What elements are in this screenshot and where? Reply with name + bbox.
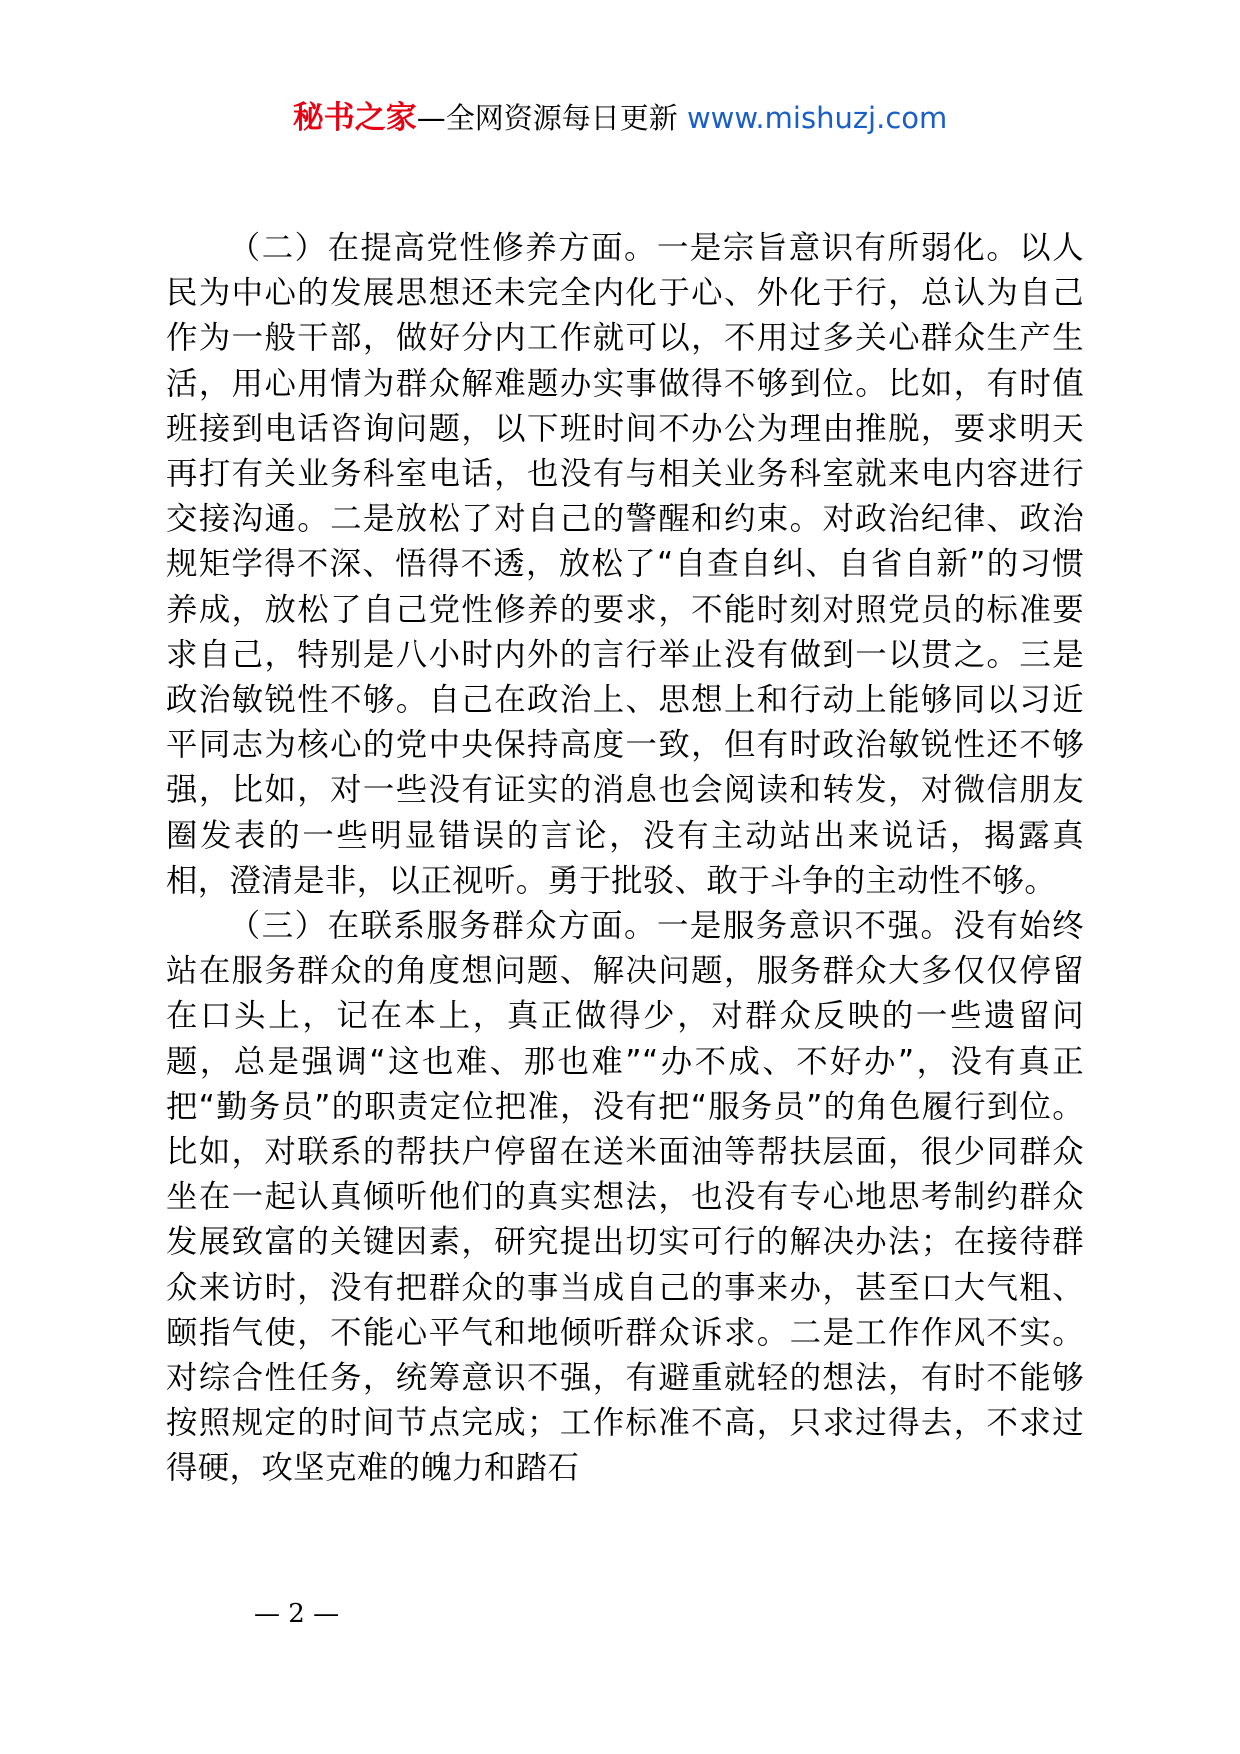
site-header: [0, 98, 1240, 138]
document-body: [166, 226, 1084, 1492]
brand-name: 秘书之家: [292, 100, 417, 136]
page-number: — 2 —: [254, 1599, 340, 1629]
header-slogan: —全网资源每日更新: [416, 101, 687, 135]
paragraph-party-cultivation: （二）在提高党性修养方面。一是宗旨意识有所弱化。以人民为中心的发展思想还未完全内化于心、外化于行，总认为自己作为一般干部，做好分内工作就可以，不用过多关心群众生产生活，用心用情为群众解难题办实事做得不够到位。比如，有时值班接到电话咨询问题，以下班时间不办公为理由推脱，要求明天再打有关业务科室电话，也没有与相关业务科室就来电内容进行交接沟通。二是放松了对自己的警醒和约束。对政治纪律、政治规矩学得不深、悟得不透，放松了“自查自纠、自省自新”的习惯养成，放松了自己党性修养的要求，不能时刻对照党员的标准要求自己，特别是八小时内外的言行举止没有做到一以贯之。三是政治敏锐性不够。自己在政治上、思想上和行动上能够同以习近平同志为核心的党中央保持高度一致，但有时政治敏锐性还不够强，比如，对一些没有证实的消息也会阅读和转发，对微信朋友圈发表的一些明显错误的言论，没有主动站出来说话，揭露真相，澄清是非，以正视听。勇于批驳、敢于斗争的主动性不够。: [166, 230, 1084, 899]
paragraph-serving-masses: （三）在联系服务群众方面。一是服务意识不强。没有始终站在服务群众的角度想问题、解决问题，服务群众大多仅仅停留在口头上，记在本上，真正做得少，对群众反映的一些遗留问题，总是强调“这也难、那也难”“办不成、不好办”，没有真正把“勤务员”的职责定位把准，没有把“服务员”的角色履行到位。比如，对联系的帮扶户停留在送米面油等帮扶层面，很少同群众坐在一起认真倾听他们的真实想法，也没有专心地思考制约群众发展致富的关键因素，研究提出切实可行的解决办法；在接待群众来访时，没有把群众的事当成自己的事来办，甚至口大气粗、颐指气使，不能心平气和地倾听群众诉求。二是工作作风不实。对综合性任务，统筹意识不强，有避重就轻的想法，有时不能够按照规定的时间节点完成；工作标准不高，只求过得去，不求过得硬，攻坚克难的魄力和踏石: [166, 908, 1084, 1487]
site-url-link[interactable]: www.mishuzj.com: [686, 101, 948, 135]
